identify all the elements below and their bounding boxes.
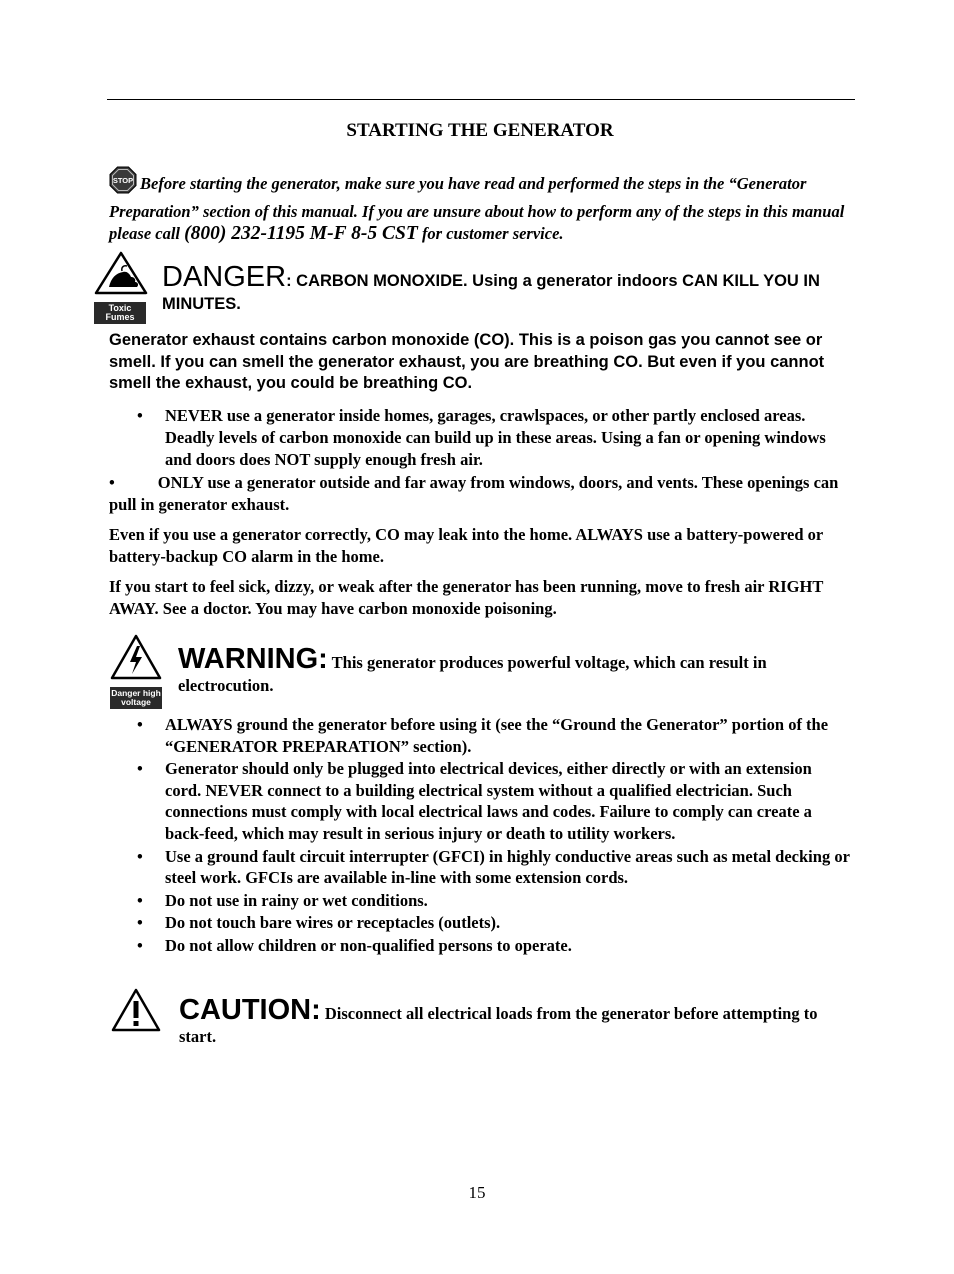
toxic-fumes-label: Toxic Fumes bbox=[94, 302, 146, 324]
danger-bullets bbox=[109, 405, 851, 471]
danger-heading bbox=[162, 261, 842, 316]
warning-heading-rest: This generator produces powerful voltage, which can result in electrocution. bbox=[178, 653, 767, 695]
list-item: • Generator should only be plugged into electrical devices, either directly or with an extension cord. NEVER connect to a building electrical system without a qualified electrician. Such connections must comply with local electrical laws and codes. Failure to comply can create a back-feed, which may result in serious injury or death to utility workers. bbox=[137, 759, 812, 843]
high-voltage-label: Danger high voltage bbox=[111, 688, 161, 707]
list-item: • Do not allow children or non-qualified persons to operate. bbox=[137, 935, 572, 955]
bullet-icon: • bbox=[137, 890, 143, 910]
list-item: • NEVER use a generator inside homes, garages, crawlspaces, or other partly enclosed areas. Deadly levels of carbon monoxide can build up in these areas. Using a fan or opening windows and doors does NOT supply enough fresh air. bbox=[137, 406, 826, 469]
stop-icon-label: STOP bbox=[112, 176, 134, 185]
list-item: • Do not use in rainy or wet conditions. bbox=[137, 890, 428, 910]
danger-bullet-only: • ONLY use a generator outside and far away from windows, doors, and vents. These openings can pull in generator exhaust. bbox=[109, 473, 839, 514]
page-number: 15 bbox=[468, 1183, 486, 1202]
bullet-icon: • bbox=[137, 715, 143, 734]
warning-heading bbox=[178, 643, 844, 697]
list-item: • ALWAYS ground the generator before using it (see the “Ground the Generator” portion of the “GENERATOR PREPARATION” section). bbox=[137, 715, 829, 756]
header-rule bbox=[107, 99, 855, 100]
intro-text-after: for customer service. bbox=[417, 224, 564, 243]
high-voltage-sign bbox=[110, 634, 162, 709]
list-item: • Use a ground fault circuit interrupter (GFCI) in highly conductive areas such as metal decking or steel work. GFCIs are available in-line with some extension cords. bbox=[137, 846, 850, 888]
bullet-icon: • bbox=[137, 935, 143, 955]
section-title: STARTING THE GENERATOR bbox=[346, 120, 614, 141]
bullet-icon: • bbox=[137, 913, 143, 933]
danger-heading-rest: : CARBON MONOXIDE. Using a generator indoors CAN KILL YOU IN MINUTES. bbox=[162, 272, 820, 313]
warning-label: WARNING: bbox=[178, 643, 328, 675]
caution-label: CAUTION: bbox=[179, 994, 321, 1026]
danger-paragraph-2: Even if you use a generator correctly, CO may leak into the home. ALWAYS use a battery-powered or battery-backup CO alarm in the home. bbox=[109, 525, 823, 566]
warning-bullets bbox=[109, 714, 851, 957]
toxic-fumes-sign bbox=[94, 251, 148, 324]
bullet-icon: • bbox=[109, 473, 115, 492]
bullet-icon: • bbox=[137, 846, 143, 866]
caution-sign bbox=[111, 988, 161, 1037]
bullet-icon: • bbox=[137, 759, 143, 779]
caution-exclamation-icon bbox=[111, 988, 161, 1032]
high-voltage-icon bbox=[110, 634, 162, 680]
list-item: • Do not touch bare wires or receptacles (outlets). bbox=[137, 913, 501, 933]
toxic-fumes-icon bbox=[94, 251, 148, 295]
intro-phone: (800) 232-1195 M-F 8-5 CST bbox=[184, 223, 418, 244]
stop-sign-icon bbox=[109, 166, 137, 201]
danger-paragraph: Generator exhaust contains carbon monoxide (CO). This is a poison gas you cannot see or smell. If you can smell the generator exhaust, you are breathing CO. But even if you cannot smell the exhaust, you could be breathing CO. bbox=[109, 331, 825, 392]
danger-paragraph-3: If you start to feel sick, dizzy, or weak after the generator has been running, move to fresh air RIGHT AWAY. See a doctor. You may have carbon monoxide poisoning. bbox=[109, 577, 824, 618]
danger-label: DANGER bbox=[162, 261, 287, 293]
intro-paragraph bbox=[109, 166, 851, 246]
caution-heading bbox=[179, 994, 844, 1048]
caution-heading-rest: Disconnect all electrical loads from the generator before attempting to start. bbox=[179, 1004, 818, 1046]
intro-text-before: Before starting the generator, make sure you have read and performed the steps in the “Generator Preparation” section of this manual. If you are unsure about how to perform any of the steps in this manual please call bbox=[109, 174, 845, 243]
bullet-icon: • bbox=[137, 406, 143, 425]
